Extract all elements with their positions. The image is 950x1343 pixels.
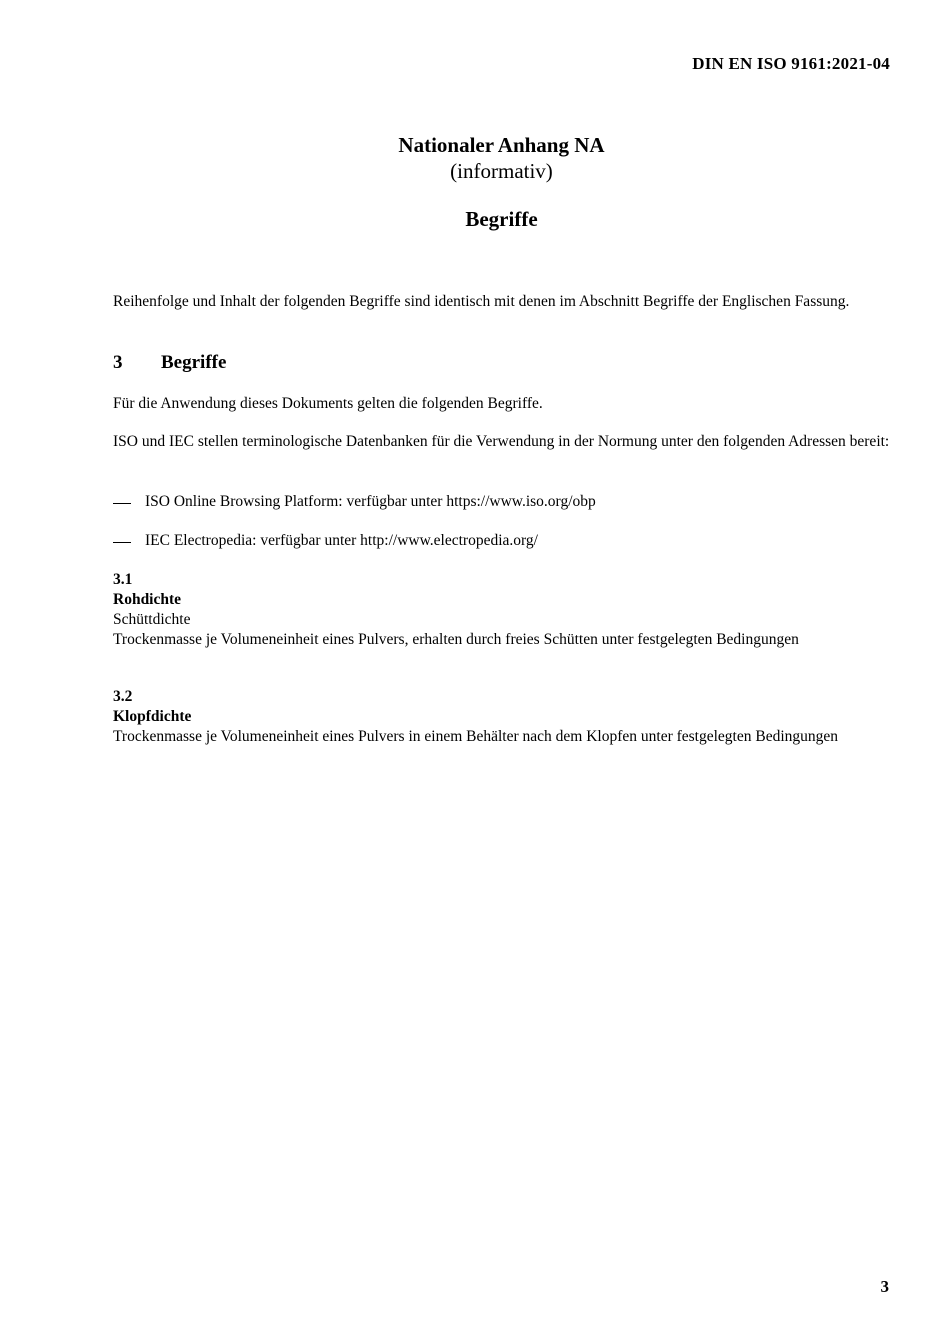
section-paragraph-1: Für die Anwendung dieses Dokuments gelten die folgenden Begriffe. xyxy=(113,395,543,412)
section-paragraph-2: ISO und IEC stellen terminologische Datenbanken für die Verwendung in der Normung unter den folgenden Adressen bereit: xyxy=(113,433,890,450)
document-id: DIN EN ISO 9161:2021-04 xyxy=(692,54,890,73)
section-number: 3 xyxy=(113,352,123,373)
list-item-text: IEC Electropedia: verfügbar unter http://www.electropedia.org/ xyxy=(145,532,538,549)
section-title: Begriffe xyxy=(161,352,227,373)
term-name: Klopfdichte xyxy=(113,708,192,725)
dash-bullet xyxy=(113,503,131,504)
term-entry xyxy=(113,570,890,650)
term-entry xyxy=(113,687,890,747)
list-item-text: ISO Online Browsing Platform: verfügbar unter https://www.iso.org/obp xyxy=(145,493,596,510)
term-definition: Trockenmasse je Volumeneinheit eines Pulvers in einem Behälter nach dem Klopfen unter festgelegten Bedingungen xyxy=(113,728,839,745)
term-number: 3.2 xyxy=(113,688,133,705)
term-synonym: Schüttdichte xyxy=(113,611,191,628)
annex-title: Nationaler Anhang NA xyxy=(398,133,605,157)
dash-bullet xyxy=(113,542,131,543)
term-number: 3.1 xyxy=(113,571,133,588)
section-heading xyxy=(113,351,226,375)
term-name: Rohdichte xyxy=(113,591,182,608)
page-number: 3 xyxy=(880,1277,889,1296)
annex-heading: Begriffe xyxy=(465,207,538,231)
annex-title-block xyxy=(0,131,950,233)
intro-paragraph: Reihenfolge und Inhalt der folgenden Begriffe sind identisch mit denen im Abschnitt Begriffe der Englischen Fassung. xyxy=(113,293,850,310)
term-definition: Trockenmasse je Volumeneinheit eines Pulvers, erhalten durch freies Schütten unter festgelegten Bedingungen xyxy=(113,631,799,648)
annex-subtitle: (informativ) xyxy=(450,159,553,183)
